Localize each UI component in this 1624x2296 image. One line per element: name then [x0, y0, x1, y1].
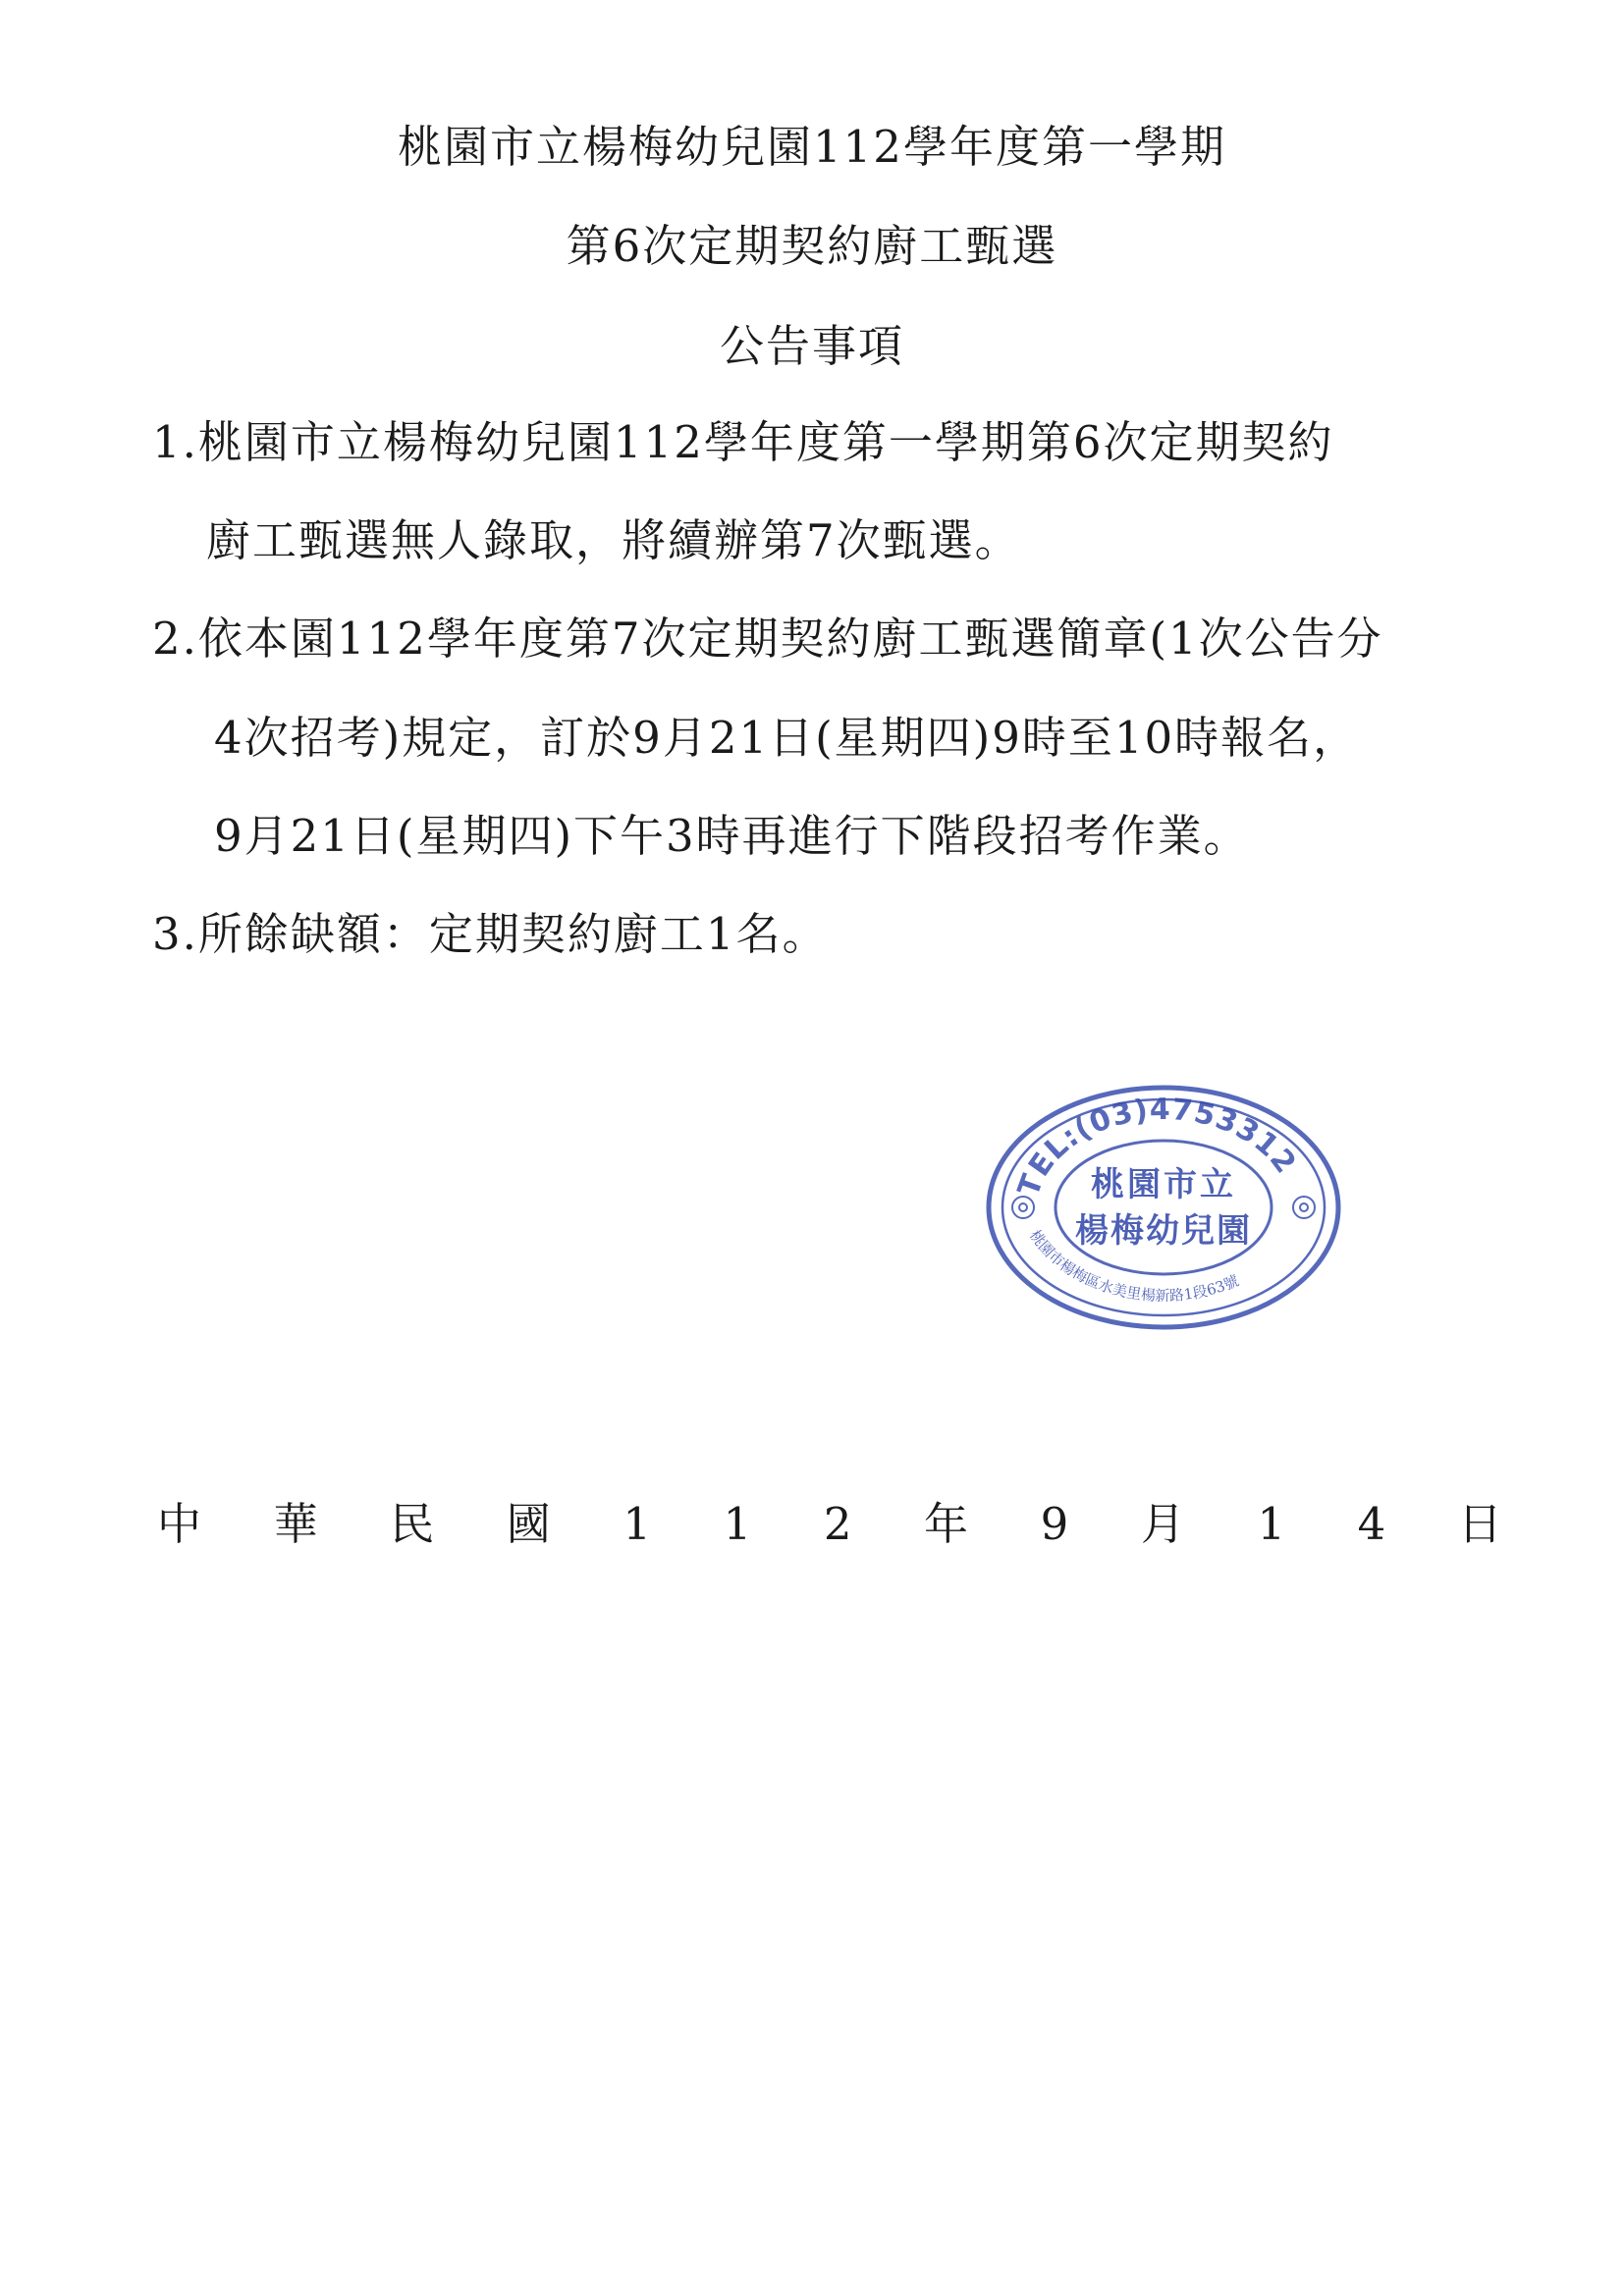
stamp-tel: TEL:(03)4753312 — [1011, 1092, 1303, 1201]
notice-heading: 公告事項 — [719, 320, 904, 372]
item-2-line-1: 2.依本園112學年度第7次定期契約廚工甄選簡章(1次公告分 — [152, 613, 1383, 665]
date-char: 9 — [1040, 1498, 1069, 1550]
date-char: 1 — [723, 1498, 752, 1550]
date-char: 國 — [506, 1498, 551, 1550]
date-char: 華 — [273, 1498, 318, 1550]
date-char: 民 — [390, 1498, 435, 1550]
plum-blossom-right-icon — [1293, 1197, 1315, 1218]
date-char: 1 — [1257, 1498, 1286, 1550]
date-char: 月 — [1140, 1498, 1185, 1550]
document-date — [157, 1498, 1502, 1550]
date-char: 1 — [623, 1498, 652, 1550]
date-char: 2 — [823, 1498, 852, 1550]
selection-title: 第6次定期契約廚工甄選 — [566, 220, 1058, 272]
item-3-line-1: 3.所餘缺額：定期契約廚工1名。 — [152, 908, 829, 960]
date-char: 年 — [924, 1498, 969, 1550]
plum-blossom-left-icon — [1012, 1197, 1034, 1218]
item-2-line-2: 4次招考)規定，訂於9月21日(星期四)9時至10時報名， — [214, 712, 1360, 764]
date-char: 4 — [1357, 1498, 1386, 1550]
date-char: 中 — [157, 1498, 202, 1550]
item-1-line-2: 廚工甄選無人錄取，將續辦第7次甄選。 — [206, 514, 1021, 566]
official-seal-stamp — [982, 1080, 1345, 1335]
stamp-name-line-1: 桃園市立 — [1091, 1165, 1236, 1204]
date-char: 日 — [1457, 1498, 1502, 1550]
item-2-line-3: 9月21日(星期四)下午3時再進行下階段招考作業。 — [214, 810, 1250, 862]
stamp-address: 桃園市楊梅區水美里楊新路1段63號 — [1025, 1226, 1242, 1306]
school-term-title: 桃園市立楊梅幼兒園112學年度第一學期 — [398, 121, 1226, 173]
item-1-line-1: 1.桃園市立楊梅幼兒園112學年度第一學期第6次定期契約 — [152, 416, 1334, 468]
stamp-name-line-2: 楊梅幼兒園 — [1075, 1211, 1252, 1251]
